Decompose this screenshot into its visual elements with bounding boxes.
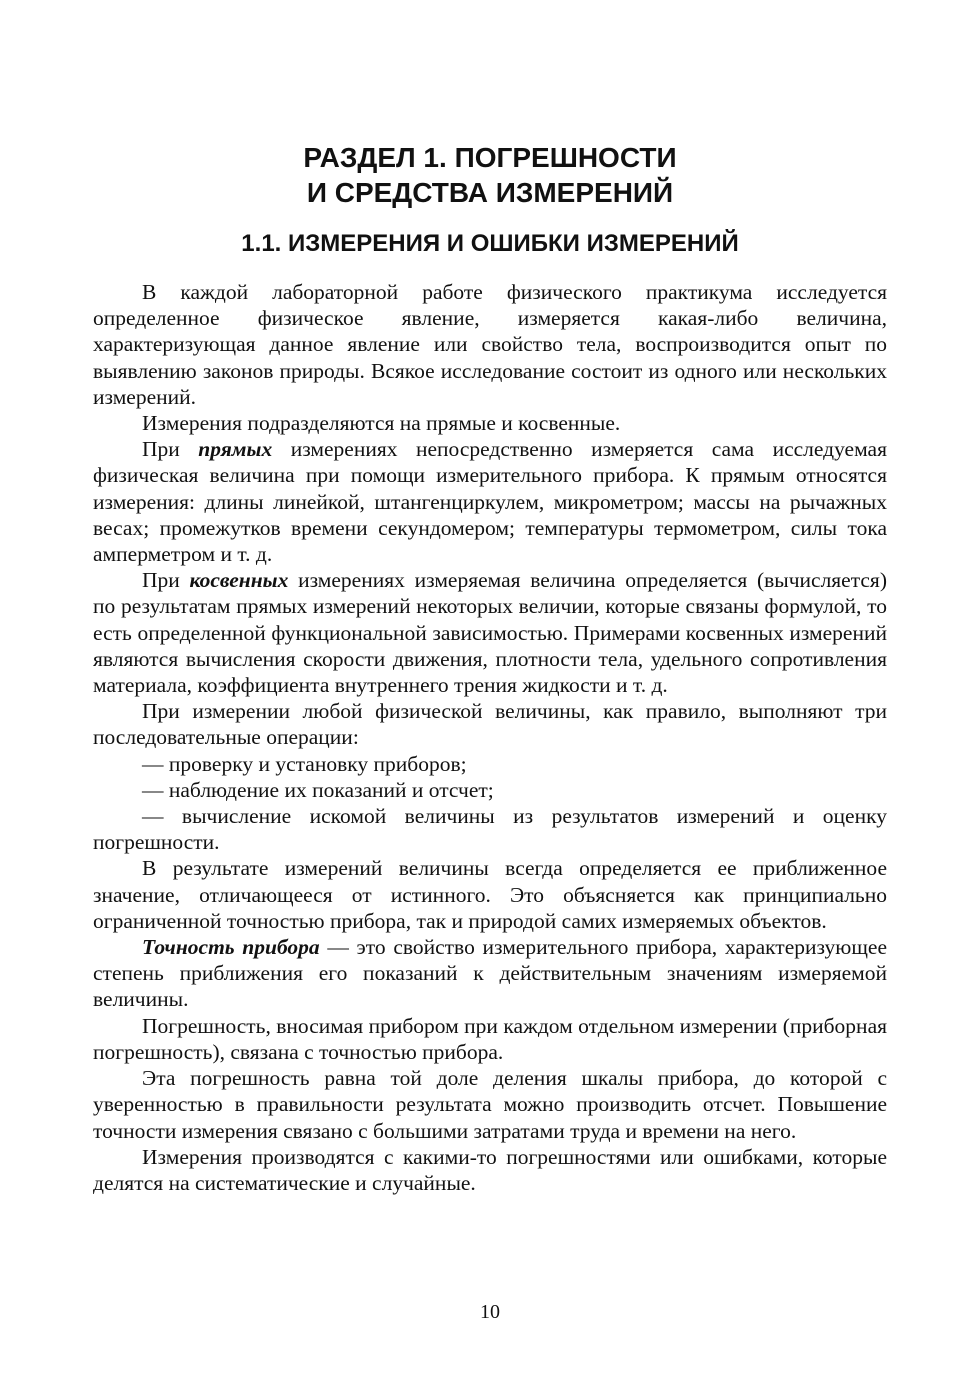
term-indirect: косвенных bbox=[189, 568, 289, 593]
subsection-title: 1.1. ИЗМЕРЕНИЯ И ОШИБКИ ИЗМЕРЕНИЙ bbox=[241, 230, 739, 257]
paragraph-direct bbox=[93, 436, 887, 567]
paragraph-indirect-text: измерениях измеряемая величина определяется (вычисляется) по результатам прямых измерений некоторых величии, которые связаны формулой, то есть определенной функциональной зависимостью. Примерами косвенных измерений являются вычисления скорости движения, плотности тела, удельного сопротивления материала, коэффициента внутреннего трения жидкости и т. д. bbox=[93, 568, 887, 698]
paragraph-intro: В каждой лабораторной работе физического практикума исследуется определенное физическое явление, измеряется какая-либо величина, характеризующая данное явление или свойство тела, воспроизводится опыт по выявлению законов природы. Всякое исследование состоит из одного или нескольких измерений. bbox=[93, 280, 887, 409]
term-direct: прямых bbox=[198, 437, 273, 462]
paragraph-scale-division: Эта погрешность равна той доле деления шкалы прибора, до которой с уверенностью в правильности результата можно производить отсчет. Повышение точности измерения связано с большими затратами труда и времени на него. bbox=[93, 1066, 887, 1143]
page-number: 10 bbox=[480, 1301, 500, 1323]
paragraph-accuracy-text: — это свойство измерительного прибора, характеризующее степень приближения его показаний к действительным значениям измеряемой величины. bbox=[93, 935, 888, 1012]
body-text bbox=[93, 279, 887, 1196]
term-accuracy: Точность прибора bbox=[142, 935, 320, 960]
paragraph-operations: При измерении любой физической величины, как правило, выполняют три последовательные операции: bbox=[93, 699, 887, 750]
section-title-line2: И СРЕДСТВА ИЗМЕРЕНИЙ bbox=[306, 177, 674, 208]
paragraph-error-types: Измерения производятся с какими-то погрешностями или ошибками, которые делятся на систематические и случайные. bbox=[93, 1144, 887, 1195]
section-title-line1: РАЗДЕЛ 1. ПОГРЕШНОСТИ bbox=[303, 142, 677, 173]
list-item: — наблюдение их показаний и отсчет; bbox=[142, 777, 494, 802]
list-item: — проверку и установку приборов; bbox=[142, 751, 467, 776]
paragraph-direct-lead: При bbox=[142, 437, 199, 462]
paragraph-indirect bbox=[93, 567, 887, 698]
paragraph-direct-text: измерениях непосредственно измеряется сама исследуемая физическая величина при помощи измерительного прибора. К прямым относятся измерения: длины линейкой, штангенциркулем, микрометром; массы на рычажных весах; промежутков времени секундомером; температуры термометром, силы тока амперметром и т. д. bbox=[93, 437, 887, 567]
section-title bbox=[0, 140, 980, 210]
paragraph-accuracy bbox=[93, 934, 887, 1013]
list-item: — вычисление искомой величины из результатов измерений и оценку погрешности. bbox=[93, 804, 887, 855]
paragraph-approximate: В результате измерений величины всегда определяется ее приближенное значение, отличающееся от истинного. Это объясняется как принципиально ограниченной точностью прибора, так и природой самих измеряемых объектов. bbox=[93, 856, 887, 933]
paragraph-instrument-error: Погрешность, вносимая прибором при каждом отдельном измерении (приборная погрешность), связана с точностью прибора. bbox=[93, 1013, 887, 1064]
paragraph-types: Измерения подразделяются на прямые и косвенные. bbox=[142, 411, 621, 436]
paragraph-indirect-lead: При bbox=[142, 568, 190, 593]
